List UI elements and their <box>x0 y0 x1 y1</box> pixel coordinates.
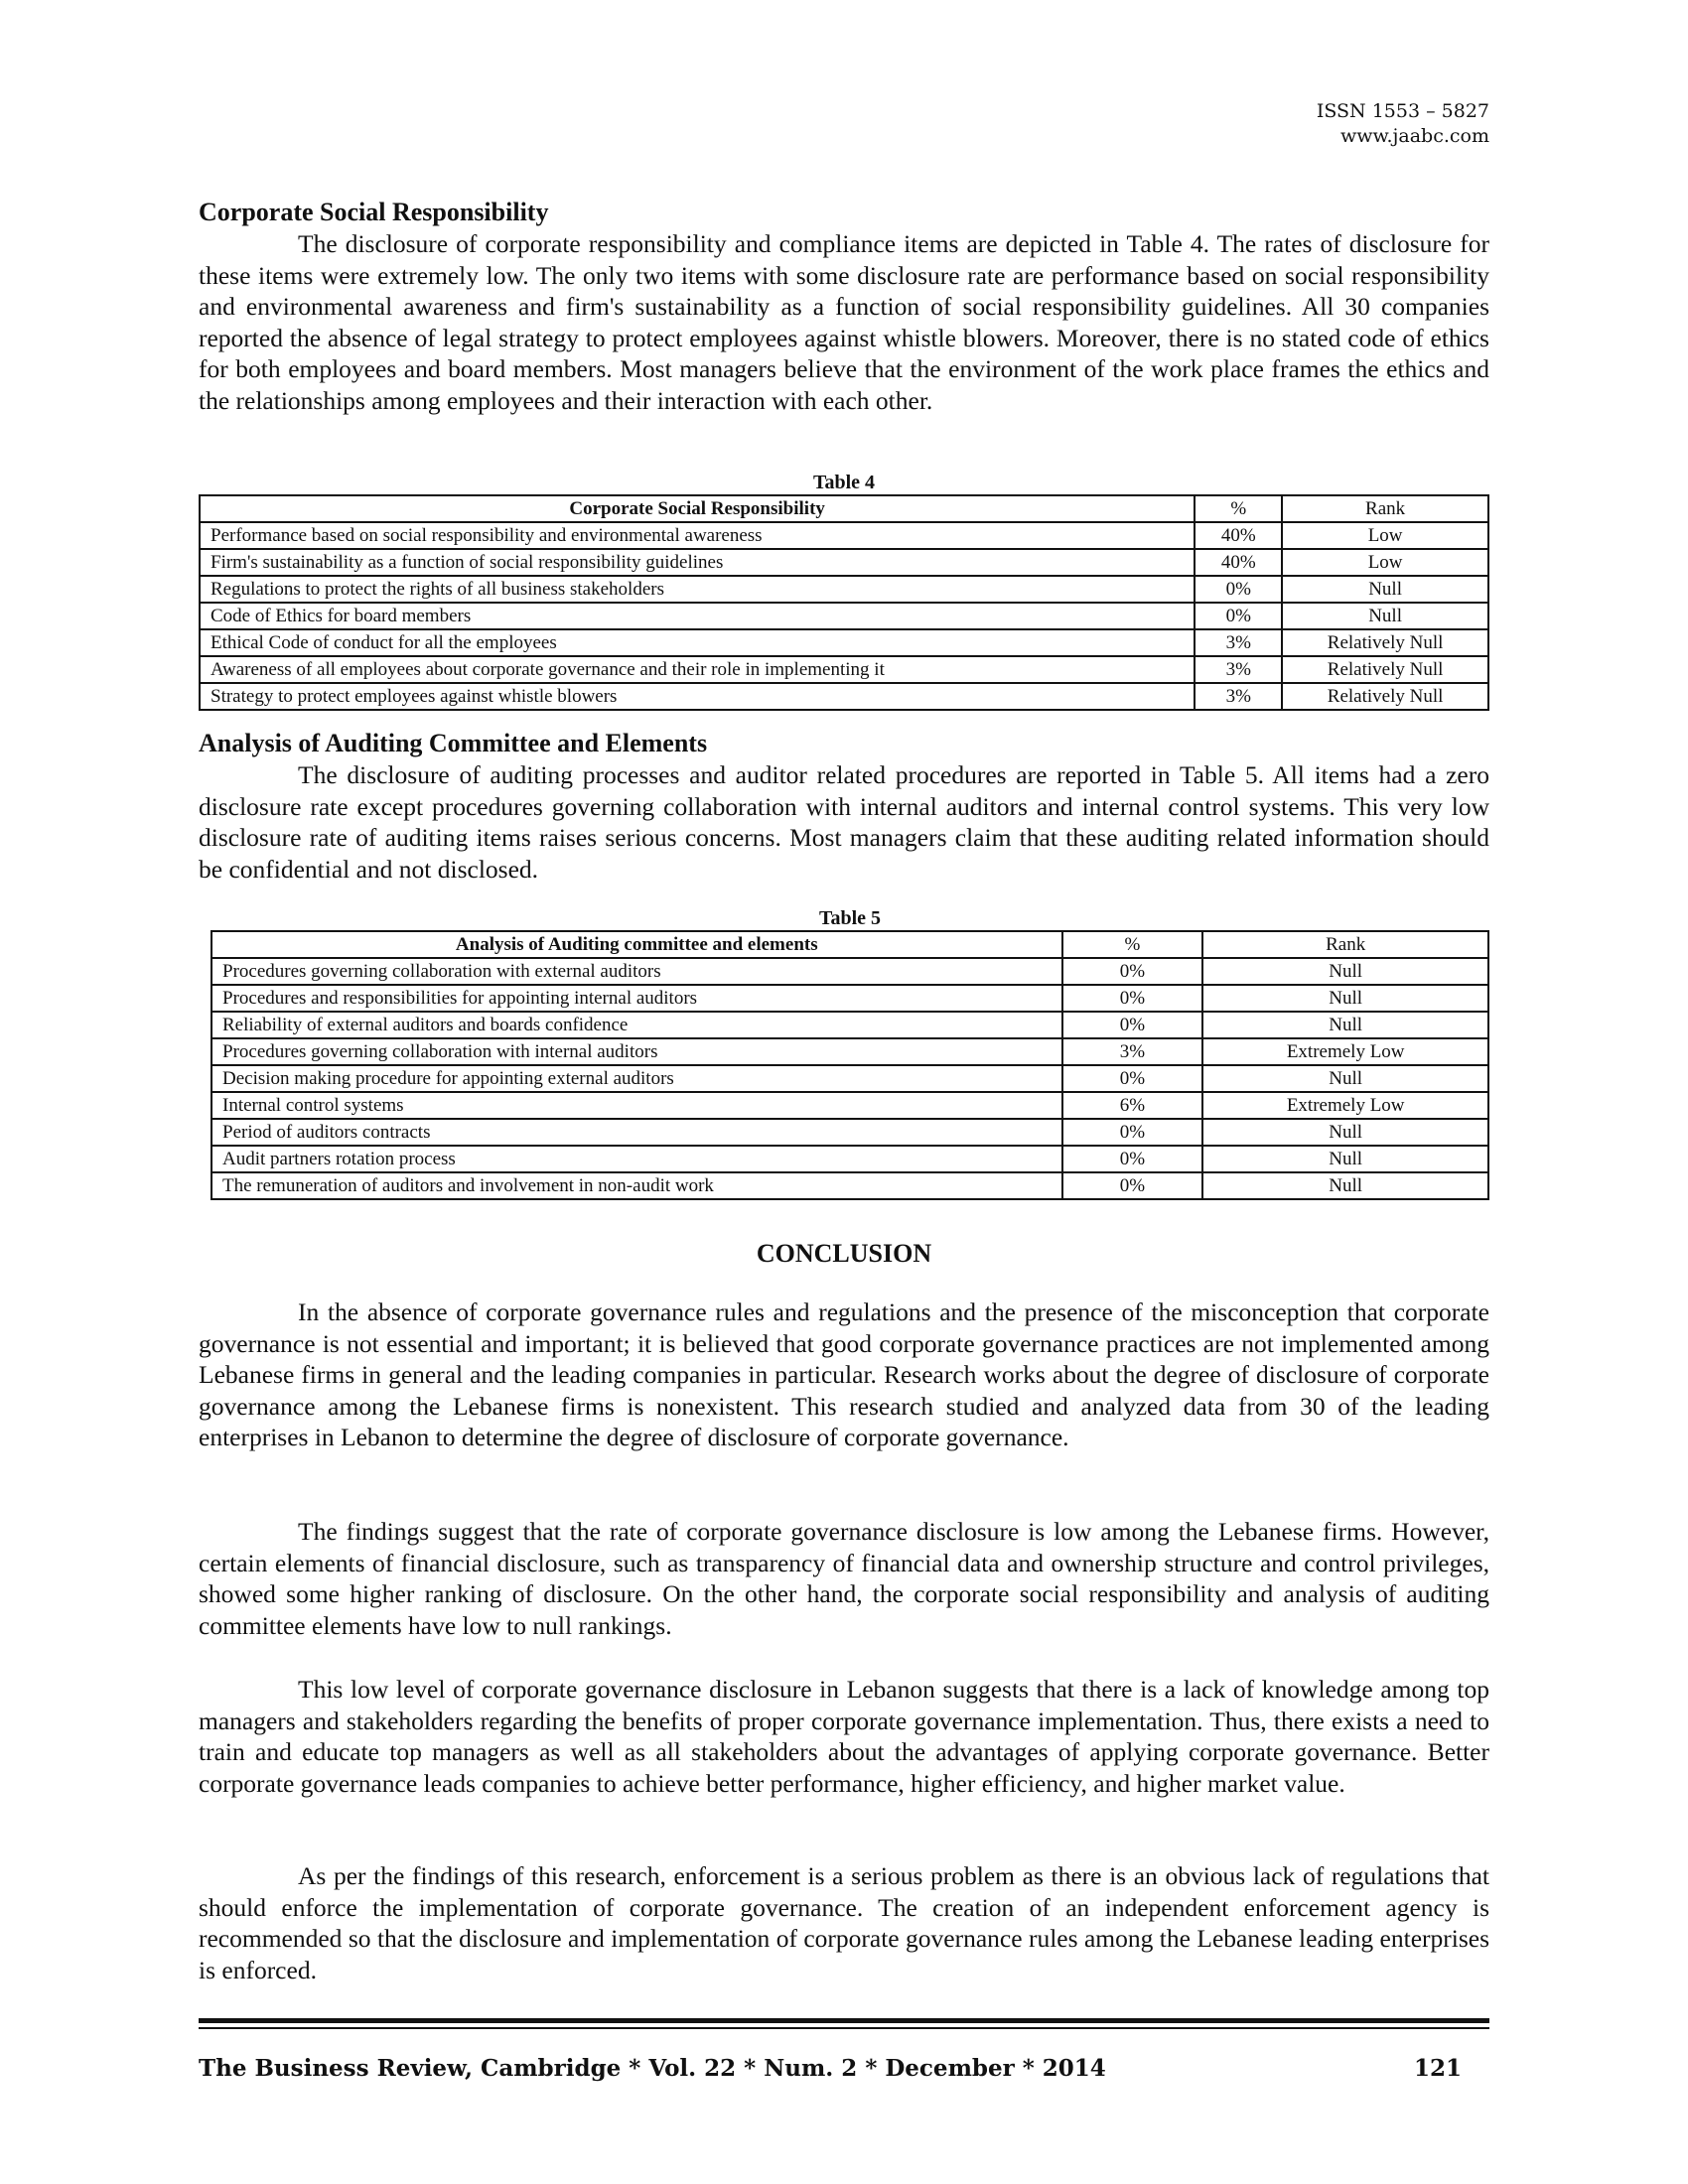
table-cell-item: Audit partners rotation process <box>211 1146 1062 1172</box>
table-cell-rank: Null <box>1202 1146 1488 1172</box>
footer-rule-thin <box>199 2027 1489 2029</box>
page-footer <box>199 2055 1489 2082</box>
table-row <box>211 1092 1488 1119</box>
conclusion-p1-block <box>199 1297 1489 1453</box>
table-cell-percent: 6% <box>1062 1092 1203 1119</box>
table-row <box>200 603 1488 629</box>
paragraph-audit: The disclosure of auditing processes and auditor related procedures are reported in Table 5. All items had a zero disclosure rate except procedures governing collaboration with internal auditors and internal control systems. This very low disclosure rate of auditing items raises serious concerns. Most managers claim that these auditing related information should be confidential and not disclosed. <box>199 760 1489 884</box>
table-cell-percent: 0% <box>1195 603 1282 629</box>
conclusion-paragraph: In the absence of corporate governance rules and regulations and the presence of the misconception that corporate governance is not essential and important; it is believed that good corporate governance practices are not implemented among Lebanese firms in general and the leading companies in particular. Research works about the degree of disclosure of corporate governance among the Lebanese firms is nonexistent. This research studied and analyzed data from 30 of the leading enterprises in Lebanon to determine the degree of disclosure of corporate governance. <box>199 1297 1489 1451</box>
table-cell-percent: 0% <box>1062 1146 1203 1172</box>
table-cell-percent: 0% <box>1195 576 1282 603</box>
section-csr <box>199 197 1489 416</box>
table5 <box>211 930 1489 1200</box>
journal-citation: The Business Review, Cambridge * Vol. 22 * Num. 2 * December * 2014 <box>199 2055 1106 2082</box>
table5-body <box>211 958 1488 1199</box>
conclusion-heading-block <box>199 1238 1489 1270</box>
page-number: 121 <box>1413 2055 1462 2082</box>
table-header-row <box>200 495 1488 522</box>
table4-block <box>199 471 1489 711</box>
table-cell-item: Procedures governing collaboration with internal auditors <box>211 1038 1062 1065</box>
page-header <box>1317 99 1489 149</box>
section-title-csr: Corporate Social Responsibility <box>199 198 549 226</box>
conclusion-paragraph: This low level of corporate governance disclosure in Lebanon suggests that there is a lack of knowledge among top managers and stakeholders regarding the benefits of proper corporate governance implementation. Thus, there exists a need to train and educate top managers as well as all stakeholders about the advantages of applying corporate governance. Better corporate governance leads companies to achieve better performance, higher efficiency, and higher market value. <box>199 1675 1489 1798</box>
table-cell-item: The remuneration of auditors and involvement in non-audit work <box>211 1172 1062 1199</box>
table-header-row <box>211 931 1488 958</box>
table-cell-percent: 3% <box>1195 683 1282 710</box>
table-row <box>211 1146 1488 1172</box>
column-header: Analysis of Auditing committee and elements <box>211 931 1062 958</box>
table-row <box>211 1038 1488 1065</box>
conclusion-paragraph: As per the findings of this research, enforcement is a serious problem as there is an obvious lack of regulations that should enforce the implementation of corporate governance. The creation of an independent enforcement agency is recommended so that the disclosure and implementation of corporate governance rules among the Lebanese leading enterprises is enforced. <box>199 1861 1489 1984</box>
table-row <box>211 958 1488 985</box>
table-cell-percent: 3% <box>1062 1038 1203 1065</box>
table-cell-item: Procedures governing collaboration with external auditors <box>211 958 1062 985</box>
table-cell-item: Awareness of all employees about corporate governance and their role in implementing it <box>200 656 1195 683</box>
footer-rule <box>199 2018 1489 2023</box>
table-row <box>200 683 1488 710</box>
table-cell-rank: Low <box>1282 522 1488 549</box>
table-cell-item: Regulations to protect the rights of all business stakeholders <box>200 576 1195 603</box>
table-cell-rank: Relatively Null <box>1282 629 1488 656</box>
conclusion-paragraph: The findings suggest that the rate of corporate governance disclosure is low among the Lebanese firms. However, certain elements of financial disclosure, such as transparency of financial data and ownership structure and control privileges, showed some higher ranking of disclosure. On the other hand, the corporate social responsibility and analysis of auditing committee elements have low to null rankings. <box>199 1517 1489 1640</box>
table-cell-item: Performance based on social responsibility and environmental awareness <box>200 522 1195 549</box>
table-row <box>200 629 1488 656</box>
table-row <box>200 656 1488 683</box>
table-row <box>200 549 1488 576</box>
table-row <box>211 1065 1488 1092</box>
table-cell-rank: Null <box>1202 1119 1488 1146</box>
table-cell-percent: 0% <box>1062 985 1203 1012</box>
conclusion-title: CONCLUSION <box>756 1239 932 1268</box>
table-cell-percent: 40% <box>1195 522 1282 549</box>
table-cell-rank: Low <box>1282 549 1488 576</box>
table-cell-rank: Null <box>1282 576 1488 603</box>
column-header: Rank <box>1202 931 1488 958</box>
table-cell-rank: Relatively Null <box>1282 656 1488 683</box>
table-cell-item: Ethical Code of conduct for all the employees <box>200 629 1195 656</box>
table-cell-rank: Null <box>1202 958 1488 985</box>
table-row <box>211 985 1488 1012</box>
website-text: www.jaabc.com <box>1339 125 1489 147</box>
column-header: % <box>1195 495 1282 522</box>
table-cell-item: Firm's sustainability as a function of social responsibility guidelines <box>200 549 1195 576</box>
table-cell-percent: 40% <box>1195 549 1282 576</box>
table-row <box>211 1012 1488 1038</box>
table-cell-percent: 0% <box>1062 1065 1203 1092</box>
paragraph-csr: The disclosure of corporate responsibility and compliance items are depicted in Table 4. The rates of disclosure for these items were extremely low. The only two items with some disclosure rate are performance based on social responsibility and environmental awareness and firm's sustainability as a function of social responsibility guidelines. All 30 companies reported the absence of legal strategy to protect employees against whistle blowers. Moreover, there is no stated code of ethics for both employees and board members. Most managers believe that the environment of the work place frames the ethics and the relationships among employees and their interaction with each other. <box>199 229 1489 415</box>
table4-caption: Table 4 <box>812 472 876 493</box>
section-title-audit: Analysis of Auditing Committee and Elements <box>199 729 708 757</box>
conclusion-p3-block <box>199 1674 1489 1799</box>
table-cell-percent: 3% <box>1195 629 1282 656</box>
table-cell-rank: Null <box>1202 1172 1488 1199</box>
table-cell-rank: Null <box>1202 1065 1488 1092</box>
table-cell-item: Procedures and responsibilities for appointing internal auditors <box>211 985 1062 1012</box>
table-cell-rank: Extremely Low <box>1202 1038 1488 1065</box>
table-row <box>211 1172 1488 1199</box>
table-row <box>200 522 1488 549</box>
table-cell-percent: 0% <box>1062 1012 1203 1038</box>
table5-block <box>211 906 1489 1200</box>
table-cell-percent: 0% <box>1062 1172 1203 1199</box>
table-cell-rank: Extremely Low <box>1202 1092 1488 1119</box>
column-header: Rank <box>1282 495 1488 522</box>
table-cell-item: Period of auditors contracts <box>211 1119 1062 1146</box>
table-cell-rank: Null <box>1282 603 1488 629</box>
table-cell-percent: 0% <box>1062 1119 1203 1146</box>
table-cell-percent: 3% <box>1195 656 1282 683</box>
issn-text: ISSN 1553 – 5827 <box>1316 100 1489 122</box>
conclusion-p2-block <box>199 1516 1489 1641</box>
table-cell-rank: Null <box>1202 985 1488 1012</box>
table4-body <box>200 522 1488 710</box>
table-cell-percent: 0% <box>1062 958 1203 985</box>
table-cell-item: Internal control systems <box>211 1092 1062 1119</box>
table-cell-rank: Null <box>1202 1012 1488 1038</box>
table-cell-rank: Relatively Null <box>1282 683 1488 710</box>
table-cell-item: Strategy to protect employees against whistle blowers <box>200 683 1195 710</box>
column-header: % <box>1062 931 1203 958</box>
table-cell-item: Code of Ethics for board members <box>200 603 1195 629</box>
table-cell-item: Reliability of external auditors and boards confidence <box>211 1012 1062 1038</box>
table-cell-item: Decision making procedure for appointing external auditors <box>211 1065 1062 1092</box>
table-row <box>211 1119 1488 1146</box>
conclusion-p4-block <box>199 1860 1489 1985</box>
column-header: Corporate Social Responsibility <box>200 495 1195 522</box>
table-row <box>200 576 1488 603</box>
table5-caption: Table 5 <box>818 907 882 929</box>
table4 <box>199 494 1489 711</box>
section-audit <box>199 728 1489 885</box>
